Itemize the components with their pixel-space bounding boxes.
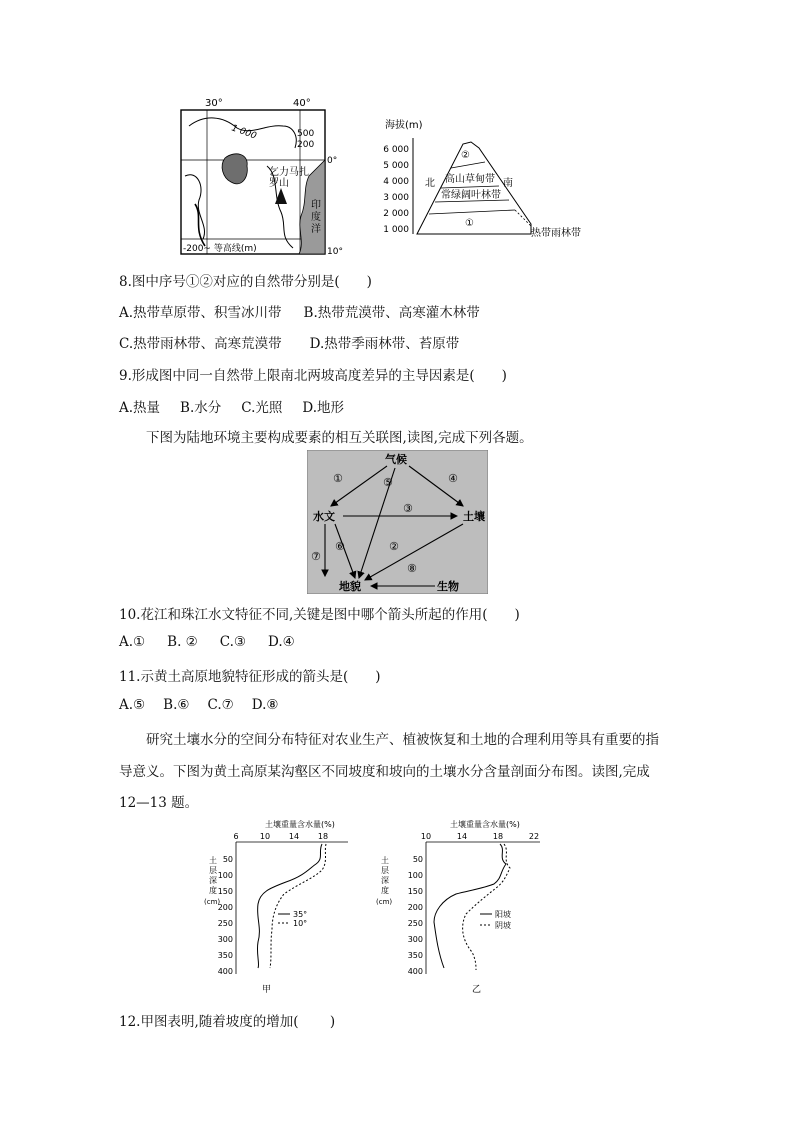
q8-option-a: A.热带草原带、积雪冰川带 xyxy=(119,305,282,321)
north-label: 北 xyxy=(425,178,435,189)
ytick-3000: 3 000 xyxy=(383,193,409,203)
lon-30-label: 30° xyxy=(205,98,223,109)
jia-ylabel-4: 度 xyxy=(209,886,217,895)
q10-option-c: C.③ xyxy=(219,634,247,650)
jia-ytick-100: 100 xyxy=(217,871,233,880)
map-legend: -200~ 等高线(m) xyxy=(183,244,257,254)
yi-xtick-18: 18 xyxy=(492,832,504,841)
zone-evergreen-label: 常绿阔叶林带 xyxy=(441,190,501,201)
q9-stem: 9.形成图中同一自然带上限南北两坡高度差异的主导因素是( ) xyxy=(119,368,507,384)
q10-options xyxy=(119,634,295,650)
q8-option-c: C.热带雨林带、高寒荒漠带 xyxy=(119,336,282,352)
mountain-label-1: 乞力马扎 xyxy=(269,167,309,178)
jia-legend-10: 10° xyxy=(293,919,308,928)
q11-option-b: B.⑥ xyxy=(163,697,190,713)
q9-option-c: C.光照 xyxy=(241,400,283,416)
q12-stem: 12.甲图表明,随着坡度的增加( ) xyxy=(119,1014,336,1030)
yi-ylabel-4: 度 xyxy=(381,886,389,895)
intro-soil-line2: 导意义。下图为黄土高原某沟壑区不同坡度和坡向的土壤水分含量剖面分布图。读图,完成 xyxy=(119,764,650,780)
zone-2-label: ② xyxy=(461,150,470,161)
yi-caption: 乙 xyxy=(472,985,482,995)
jia-ylabel-1: 土 xyxy=(209,856,217,865)
south-label: 南 xyxy=(503,178,513,189)
q10-option-a: A.① xyxy=(119,634,146,650)
jia-ytick-250: 250 xyxy=(217,919,233,928)
lat-10-label: 10° xyxy=(327,247,343,257)
arrow-1-label: ① xyxy=(333,472,343,485)
yi-xtick-22: 22 xyxy=(528,832,540,841)
node-hydrology: 水文 xyxy=(313,510,335,523)
ocean-label-3: 洋 xyxy=(311,224,321,235)
jia-ylabel-3: 深 xyxy=(209,876,217,885)
ytick-2000: 2 000 xyxy=(383,209,409,219)
yi-title: 土壤重量含水量(%) xyxy=(450,820,520,829)
q9-option-d: D.地形 xyxy=(302,400,345,416)
q11-option-a: A.⑤ xyxy=(119,697,146,713)
altitude-profile xyxy=(375,114,605,244)
contour-200-label: 200 xyxy=(297,140,315,150)
q11-option-c: C.⑦ xyxy=(207,697,234,713)
jia-ylabel-5: (cm) xyxy=(204,898,221,906)
q11-options xyxy=(119,697,278,713)
ocean-label-2: 度 xyxy=(311,212,321,223)
jia-ytick-300: 300 xyxy=(217,935,233,944)
jia-ytick-200: 200 xyxy=(217,903,233,912)
q8-option-b: B.热带荒漠带、高寒灌木林带 xyxy=(303,305,480,321)
yi-ytick-50: 50 xyxy=(412,855,423,864)
q8-stem: 8.图中序号①②对应的自然带分别是( ) xyxy=(119,274,372,290)
zone-1-label: ① xyxy=(465,218,474,229)
zone-rainforest-label: 热带雨林带 xyxy=(531,228,581,239)
contour-1000-label: 1 000 xyxy=(229,123,258,142)
q10-option-b: B. ② xyxy=(167,634,198,650)
arrow-3-label: ③ xyxy=(403,502,413,515)
q10-stem: 10.花江和珠江水文特征不同,关键是图中哪个箭头所起的作用( ) xyxy=(119,607,520,623)
jia-xtick-6: 6 xyxy=(233,832,239,841)
jia-ytick-350: 350 xyxy=(217,951,233,960)
q8-options-cd xyxy=(119,332,459,352)
node-biology: 生物 xyxy=(437,580,459,593)
jia-ytick-150: 150 xyxy=(217,887,233,896)
q8-options-ab xyxy=(119,301,480,321)
yi-ytick-250: 250 xyxy=(407,919,423,928)
yi-xtick-14: 14 xyxy=(456,832,468,841)
q9-option-a: A.热量 xyxy=(119,400,161,416)
yi-xtick-10: 10 xyxy=(420,832,432,841)
arrow-7-label: ⑦ xyxy=(311,550,321,563)
arrow-6-label: ⑥ xyxy=(335,540,345,553)
contour-500-label: 500 xyxy=(297,129,315,139)
ocean-label-1: 印 xyxy=(311,200,321,211)
yi-ytick-150: 150 xyxy=(407,887,423,896)
jia-caption: 甲 xyxy=(262,985,272,995)
q9-options xyxy=(119,396,344,416)
jia-ylabel-2: 层 xyxy=(209,866,217,875)
zone-alpine-label: 高山草甸带 xyxy=(445,174,495,185)
intro-soil-line3: 12—13 题。 xyxy=(119,795,199,811)
jia-xtick-14: 14 xyxy=(288,832,300,841)
jia-ytick-50: 50 xyxy=(222,855,233,864)
ytick-6000: 6 000 xyxy=(383,145,409,155)
yi-ytick-300: 300 xyxy=(407,935,423,944)
arrow-8-label: ⑧ xyxy=(407,562,417,575)
q10-option-d: D.④ xyxy=(268,634,295,650)
soil-chart-jia xyxy=(200,818,365,996)
kilimanjaro-map xyxy=(175,96,345,258)
yi-legend-shady: 阴坡 xyxy=(495,921,511,930)
arrow-5-label: ⑤ xyxy=(383,476,393,489)
ytick-5000: 5 000 xyxy=(383,161,409,171)
yi-ylabel-5: (cm) xyxy=(376,898,393,906)
jia-xtick-10: 10 xyxy=(259,832,271,841)
q11-option-d: D.⑧ xyxy=(251,697,279,713)
lon-40-label: 40° xyxy=(293,98,311,109)
intro-relation: 下图为陆地环境主要构成要素的相互关联图,读图,完成下列各题。 xyxy=(146,430,533,446)
mountain-label-2: 罗山 xyxy=(269,178,289,189)
node-landform: 地貌 xyxy=(339,580,361,593)
environment-relation-diagram xyxy=(307,450,488,594)
yi-ytick-200: 200 xyxy=(407,903,423,912)
jia-xtick-18: 18 xyxy=(317,832,329,841)
arrow-4-label: ④ xyxy=(448,472,458,485)
q8-option-d: D.热带季雨林带、苔原带 xyxy=(309,336,460,352)
yi-ylabel-2: 层 xyxy=(381,866,389,875)
jia-title: 土壤重量含水量(%) xyxy=(265,820,335,829)
q11-stem: 11.示黄土高原地貌特征形成的箭头是( ) xyxy=(119,669,381,685)
lat-0-label: 0° xyxy=(327,156,338,166)
intro-soil-line1: 研究土壤水分的空间分布特征对农业生产、植被恢复和土地的合理利用等具有重要的指 xyxy=(146,732,659,748)
ytick-1000: 1 000 xyxy=(383,225,409,235)
yi-ytick-100: 100 xyxy=(407,871,423,880)
yi-ylabel-3: 深 xyxy=(381,876,389,885)
yi-ylabel-1: 土 xyxy=(381,856,389,865)
arrow-2-label: ② xyxy=(389,540,399,553)
jia-ytick-400: 400 xyxy=(217,967,233,976)
yi-ytick-350: 350 xyxy=(407,951,423,960)
profile-ylabel: 海拔(m) xyxy=(385,120,423,131)
ytick-4000: 4 000 xyxy=(383,177,409,187)
yi-legend-sunny: 阳坡 xyxy=(495,910,511,919)
q9-option-b: B.水分 xyxy=(180,400,222,416)
yi-ytick-400: 400 xyxy=(407,967,423,976)
jia-legend-35: 35° xyxy=(293,910,308,919)
node-climate: 气候 xyxy=(385,453,407,466)
node-soil: 土壤 xyxy=(463,510,485,523)
soil-chart-yi xyxy=(372,818,547,996)
